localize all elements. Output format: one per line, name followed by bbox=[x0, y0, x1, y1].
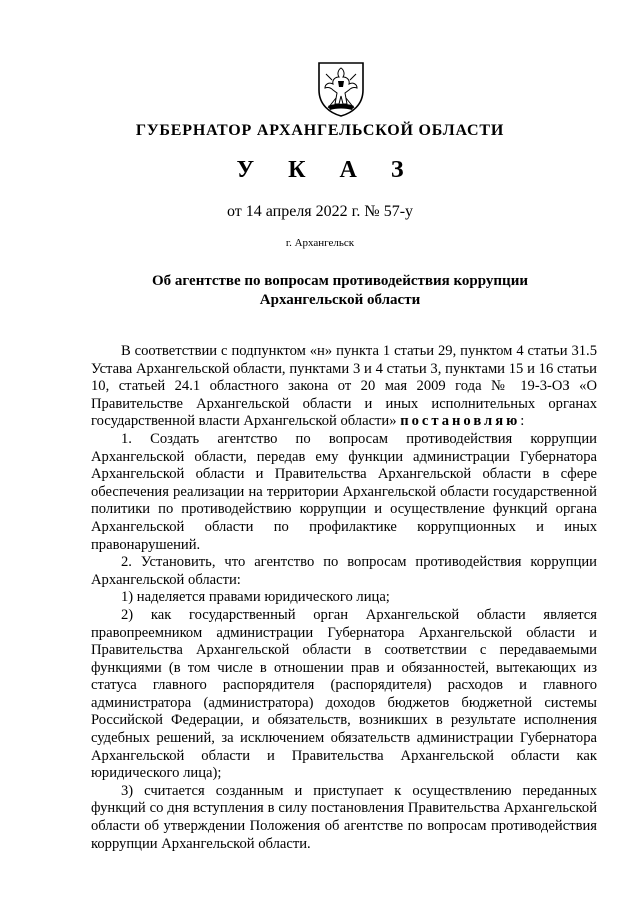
issuing-authority: ГУБЕРНАТОР АРХАНГЕЛЬСКОЙ ОБЛАСТИ bbox=[135, 122, 505, 139]
preamble-end: : bbox=[520, 413, 525, 430]
subitem-1: 1) наделяется правами юридического лица; bbox=[121, 589, 390, 606]
decree-word: постановляю bbox=[400, 413, 521, 430]
subitem-3: 3) считается созданным и приступает к осуществлению переданных функций со дня вступления в силу постановления Правительства Архангельской области об утверждении Положения об агентстве по вопросам противодействия коррупции Архангельской области. bbox=[91, 782, 597, 852]
city: г. Архангельск bbox=[285, 237, 355, 249]
item-1: 1. Создать агентство по вопросам противодействия коррупции Архангельской области, передав ему функции администрации Губернатора Архангельской области и Правительства Архангельской области в сфере обеспечения реализации на территории Архангельской области государственной политики по противодействию коррупции и осуществление функций органа Архангельской области по профилактике коррупционных и иных правонарушений. bbox=[91, 430, 597, 553]
document-title bbox=[0, 272, 640, 310]
title-line-2: Архангельской области bbox=[259, 292, 421, 308]
preamble-paragraph bbox=[91, 343, 597, 431]
title-line-1: Об агентстве по вопросам противодействия коррупции bbox=[152, 273, 528, 289]
subitem-2: 2) как государственный орган Архангельской области является правопреемником администрации Губернатора Архангельской области и Правительства Архангельской области в соответствии с передаваемыми функциями (в том числе в отношении прав и обязанностей, вытекающих из статуса главного распорядителя (распорядителя) расходов и главного администратора (администратора) доходов бюджетов бюджетной системы Российской Федерации, и обязательств, возникших в результате исполнения судебных решений, за исключением обязательств администрации Губернатора Архангельской области и Правительства Архангельской области как юридического лица); bbox=[91, 606, 597, 782]
coat-of-arms-icon bbox=[316, 60, 366, 118]
item-2: 2. Установить, что агентство по вопросам противодействия коррупции Архангельской области: bbox=[91, 554, 597, 588]
document-body bbox=[91, 343, 597, 853]
document-type: У К А З bbox=[236, 157, 418, 183]
preamble-text: В соответствии с подпунктом «н» пункта 1 статьи 29, пунктом 4 статьи 31.5 Устава Архангельской области, пунктами 3 и 4 статьи 3, пунктами 15 и 16 статьи 10, статьей 24.1 областного закона от 20 мая 2009 года № 19-3-ОЗ «О Правительстве Архангельской области и иных исполнительных органах государственной власти Архангельской области» bbox=[91, 343, 597, 430]
date-and-number: от 14 апреля 2022 г. № 57-у bbox=[226, 203, 414, 220]
